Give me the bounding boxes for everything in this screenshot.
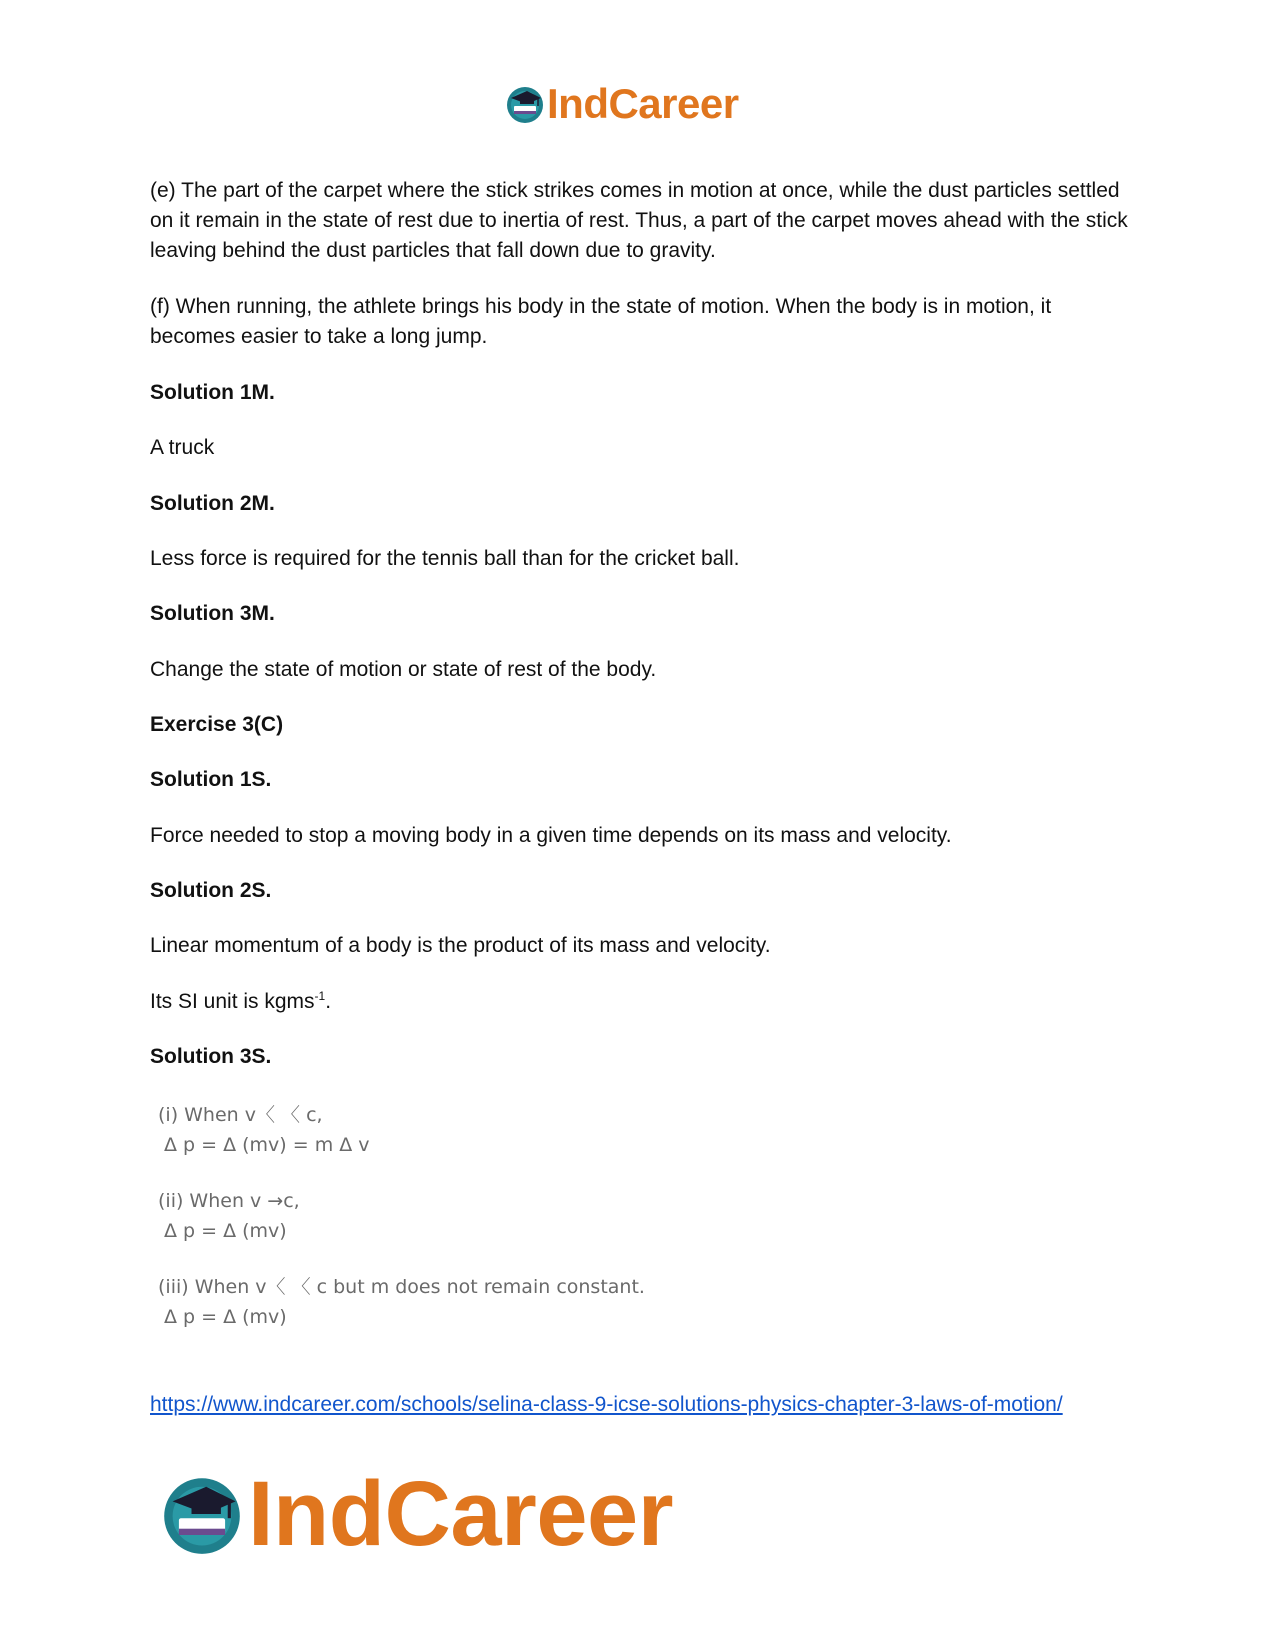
header-logo	[505, 78, 739, 130]
paragraph-f: (f) When running, the athlete brings his body in the state of motion. When the body is in motion, it becomes easier to take a long jump.	[150, 295, 1052, 348]
equation-case-3-formula: Δ p = Δ (mv)	[164, 1306, 287, 1328]
solution-1s-text: Force needed to stop a moving body in a given time depends on its mass and velocity.	[150, 824, 952, 847]
solution-3m-heading: Solution 3M.	[150, 602, 275, 625]
equation-case-1	[158, 1100, 645, 1160]
graduation-cap-book-icon	[505, 84, 545, 124]
si-unit-text: Its SI unit is kgms	[150, 990, 315, 1013]
equation-case-2-formula: Δ p = Δ (mv)	[164, 1220, 287, 1242]
solution-2s-text-2	[150, 987, 1130, 1017]
paragraph-e: (e) The part of the carpet where the stick strikes comes in motion at once, while the dust particles settled on it remain in the state of rest due to inertia of rest. Thus, a part of the carpet moves ahead with the stick leaving behind the dust particles that fall down due to gravity.	[150, 179, 1128, 262]
equation-case-2-condition: (ii) When v →c,	[158, 1190, 300, 1212]
graduation-cap-book-icon	[160, 1472, 244, 1556]
footer-logo	[160, 1463, 673, 1565]
exercise-heading: Exercise 3(C)	[150, 713, 284, 736]
equation-case-1-condition: (i) When v〈 〈 c,	[158, 1104, 323, 1126]
footer-logo-text: IndCareer	[248, 1463, 673, 1565]
solution-2s-text-1: Linear momentum of a body is the product of its mass and velocity.	[150, 934, 771, 957]
equation-case-3	[158, 1272, 645, 1332]
solution-3s-heading: Solution 3S.	[150, 1045, 272, 1068]
momentum-equations-image	[158, 1100, 645, 1358]
si-unit-exponent: -1	[314, 989, 326, 1003]
solution-3m-text: Change the state of motion or state of rest of the body.	[150, 658, 657, 681]
solution-2m-text: Less force is required for the tennis ball than for the cricket ball.	[150, 547, 740, 570]
equation-case-2	[158, 1186, 645, 1246]
solution-1s-heading: Solution 1S.	[150, 768, 272, 791]
si-unit-period: .	[325, 990, 332, 1013]
header-logo-text: IndCareer	[547, 80, 739, 127]
source-url-link[interactable]: https://www.indcareer.com/schools/selina-class-9-icse-solutions-physics-chapter-3-laws-of-motion/	[150, 1393, 1063, 1416]
solution-1m-heading: Solution 1M.	[150, 381, 275, 404]
equation-case-3-condition: (iii) When v〈 〈 c but m does not remain constant.	[158, 1276, 645, 1298]
solution-2s-heading: Solution 2S.	[150, 879, 272, 902]
equation-case-1-formula: Δ p = Δ (mv) = m Δ v	[164, 1134, 370, 1156]
solution-2m-heading: Solution 2M.	[150, 492, 275, 515]
solution-1m-text: A truck	[150, 436, 215, 459]
